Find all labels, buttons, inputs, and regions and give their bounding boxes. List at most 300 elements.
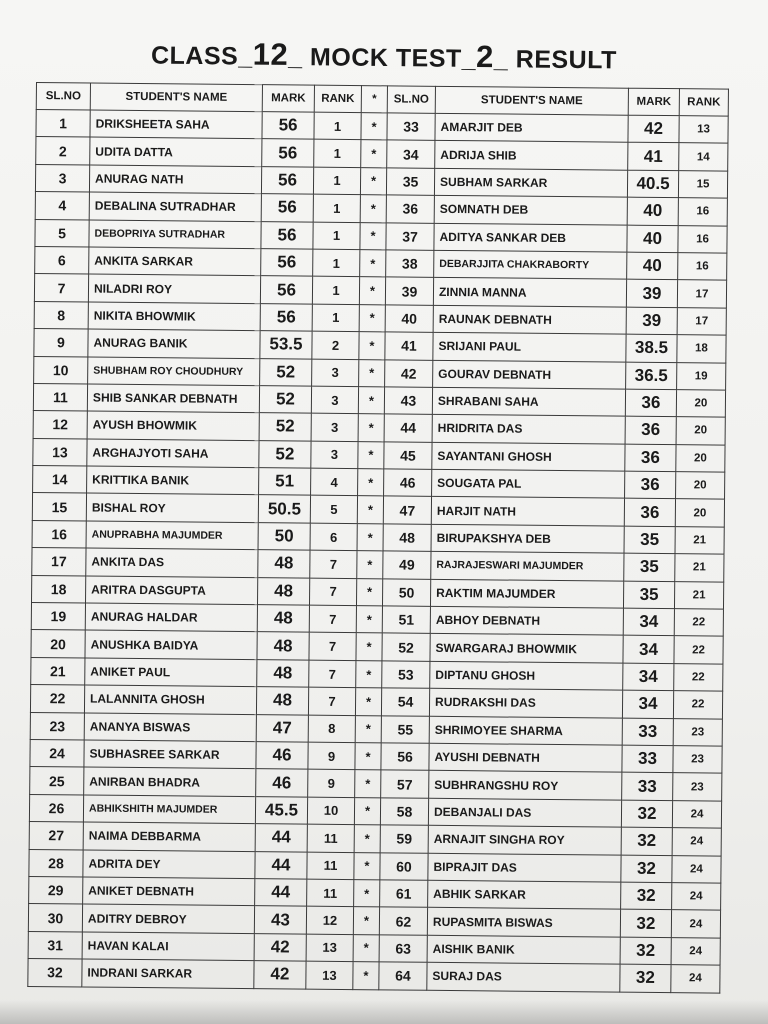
row-rank-right: 13: [679, 116, 728, 144]
row-slno-left: 26: [29, 794, 83, 822]
row-name-right: DEBANJALI DAS: [428, 798, 621, 827]
row-separator: *: [360, 250, 386, 278]
row-rank-left: 1: [314, 112, 361, 140]
row-slno-right: 41: [385, 332, 433, 360]
row-rank-left: 2: [312, 331, 359, 359]
row-slno-right: 49: [383, 551, 431, 579]
row-slno-left: 6: [35, 246, 89, 274]
row-name-left: ABHIKSHITH MAJUMDER: [83, 795, 255, 824]
row-rank-right: 20: [676, 417, 725, 445]
row-mark-left: 56: [261, 249, 313, 277]
row-name-right: AMARJIT DEB: [435, 113, 628, 142]
row-mark-right: 34: [623, 663, 674, 691]
row-slno-left: 9: [34, 329, 88, 357]
row-mark-left: 44: [255, 879, 307, 907]
row-name-right: SRIJANI PAUL: [433, 332, 626, 361]
row-name-right: HARJIT NATH: [431, 497, 624, 526]
row-mark-right: 41: [628, 143, 679, 171]
row-mark-right: 36: [625, 389, 676, 417]
row-name-right: SOUGATA PAL: [432, 469, 625, 498]
row-mark-left: 48: [257, 632, 309, 660]
row-slno-left: 18: [32, 575, 86, 603]
row-slno-right: 56: [381, 743, 429, 771]
row-rank-left: 11: [307, 824, 354, 852]
row-slno-left: 3: [35, 164, 89, 192]
row-slno-left: 31: [28, 931, 82, 959]
row-separator: *: [359, 277, 385, 305]
title-class-number: 12: [252, 36, 289, 72]
row-mark-left: 45.5: [255, 796, 307, 824]
row-slno-right: 50: [382, 578, 430, 606]
row-name-left: LALANNITA GHOSH: [84, 685, 256, 714]
result-table-wrapper: [27, 82, 729, 993]
row-name-left: SUBHASREE SARKAR: [84, 740, 256, 769]
row-rank-right: 17: [677, 307, 726, 335]
row-name-right: ARNAJIT SINGHA ROY: [428, 825, 621, 854]
row-slno-left: 13: [33, 438, 87, 466]
row-rank-left: 7: [309, 633, 356, 661]
row-separator: *: [355, 715, 381, 743]
row-name-right: HRIDRITA DAS: [432, 415, 625, 444]
row-name-left: SHUBHAM ROY CHOUDHURY: [88, 357, 260, 386]
row-mark-left: 42: [254, 961, 306, 989]
row-mark-right: 39: [626, 307, 677, 335]
row-mark-left: 56: [261, 194, 313, 222]
row-rank-left: 13: [306, 934, 353, 962]
row-slno-left: 11: [33, 383, 87, 411]
row-rank-right: 22: [674, 609, 723, 637]
row-mark-left: 48: [256, 687, 308, 715]
row-mark-left: 52: [259, 386, 311, 414]
row-rank-right: 18: [677, 335, 726, 363]
row-rank-left: 11: [307, 852, 354, 880]
row-mark-right: 34: [623, 608, 674, 636]
row-rank-left: 11: [307, 879, 354, 907]
row-separator: *: [353, 907, 379, 935]
row-mark-left: 50.5: [258, 495, 310, 523]
row-slno-left: 28: [29, 849, 83, 877]
row-rank-left: 1: [312, 277, 359, 305]
row-separator: *: [360, 195, 386, 223]
row-separator: *: [353, 962, 379, 990]
row-rank-right: 17: [677, 280, 726, 308]
row-slno-left: 4: [35, 192, 89, 220]
row-name-right: AISHIK BANIK: [427, 935, 620, 964]
row-slno-right: 54: [381, 688, 429, 716]
paper-bottom-shadow: [0, 1000, 768, 1024]
row-name-left: UDITA DATTA: [90, 137, 262, 166]
row-rank-right: 14: [679, 143, 728, 171]
row-slno-left: 29: [29, 876, 83, 904]
row-slno-left: 15: [32, 493, 86, 521]
row-slno-right: 33: [387, 113, 435, 141]
row-name-left: ANKITA DAS: [86, 548, 258, 577]
row-rank-left: 5: [310, 496, 357, 524]
row-name-right: ADRIJA SHIB: [435, 141, 628, 170]
row-rank-right: 24: [671, 910, 720, 938]
row-name-right: GOURAV DEBNATH: [433, 360, 626, 389]
row-name-left: DRIKSHEETA SAHA: [90, 110, 262, 139]
row-mark-right: 40: [627, 197, 678, 225]
row-mark-left: 52: [260, 358, 312, 386]
row-mark-left: 52: [259, 413, 311, 441]
row-rank-right: 22: [674, 663, 723, 691]
row-mark-right: 32: [620, 937, 671, 965]
table-row: [28, 959, 720, 993]
row-slno-left: 27: [29, 822, 83, 850]
row-mark-left: 48: [258, 550, 310, 578]
row-name-left: NILADRI ROY: [88, 274, 260, 303]
row-name-left: ARITRA DASGUPTA: [86, 576, 258, 605]
row-slno-left: 10: [34, 356, 88, 384]
row-rank-left: 9: [308, 770, 355, 798]
row-rank-left: 9: [308, 742, 355, 770]
row-slno-right: 64: [379, 962, 427, 990]
title-part-1: CLASS_: [150, 41, 253, 71]
row-rank-left: 3: [311, 441, 358, 469]
row-mark-right: 40.5: [627, 170, 678, 198]
row-mark-right: 39: [626, 280, 677, 308]
row-separator: *: [360, 222, 386, 250]
row-name-right: SOMNATH DEB: [434, 196, 627, 225]
row-slno-right: 55: [381, 715, 429, 743]
row-rank-left: 13: [306, 961, 353, 989]
row-slno-left: 25: [30, 767, 84, 795]
row-rank-left: 7: [308, 687, 355, 715]
row-name-right: RUPASMITA BISWAS: [427, 908, 620, 937]
row-mark-right: 35: [624, 553, 675, 581]
row-slno-left: 8: [34, 301, 88, 329]
row-name-left: ANURAG BANIK: [88, 329, 260, 358]
row-mark-right: 38.5: [626, 334, 677, 362]
row-mark-left: 44: [255, 851, 307, 879]
row-mark-left: 47: [256, 714, 308, 742]
row-slno-left: 30: [28, 904, 82, 932]
row-slno-right: 35: [386, 168, 434, 196]
row-separator: *: [356, 633, 382, 661]
row-name-left: ANIKET PAUL: [85, 658, 257, 687]
row-slno-left: 14: [33, 466, 87, 494]
row-separator: *: [353, 934, 379, 962]
row-slno-right: 48: [383, 524, 431, 552]
row-slno-right: 45: [384, 442, 432, 470]
table-body: [28, 110, 728, 993]
row-slno-right: 36: [386, 195, 434, 223]
row-mark-right: 36: [625, 471, 676, 499]
row-rank-right: 15: [678, 170, 727, 198]
row-name-right: ZINNIA MANNA: [433, 278, 626, 307]
row-rank-right: 16: [678, 225, 727, 253]
row-name-left: INDRANI SARKAR: [82, 959, 254, 988]
row-mark-left: 48: [257, 659, 309, 687]
row-slno-left: 24: [30, 739, 84, 767]
row-separator: *: [356, 660, 382, 688]
row-rank-left: 1: [313, 194, 360, 222]
row-name-left: ANIRBAN BHADRA: [84, 767, 256, 796]
row-slno-right: 37: [386, 222, 434, 250]
row-slno-right: 34: [387, 140, 435, 168]
row-slno-left: 12: [33, 411, 87, 439]
row-mark-right: 36: [624, 499, 675, 527]
row-slno-right: 46: [384, 469, 432, 497]
row-rank-right: 20: [676, 472, 725, 500]
row-mark-right: 34: [623, 636, 674, 664]
row-slno-right: 62: [379, 907, 427, 935]
header-name-right: STUDENT'S NAME: [435, 86, 628, 115]
row-name-right: RAUNAK DEBNATH: [433, 305, 626, 334]
row-mark-left: 52: [259, 440, 311, 468]
row-rank-right: 20: [675, 499, 724, 527]
row-name-right: DEBARJJITA CHAKRABORTY: [434, 250, 627, 279]
row-mark-left: 43: [254, 906, 306, 934]
row-mark-right: 40: [627, 225, 678, 253]
row-slno-right: 47: [383, 496, 431, 524]
row-mark-right: 32: [621, 882, 672, 910]
row-mark-left: 48: [257, 605, 309, 633]
row-name-left: KRITTIKA BANIK: [87, 466, 259, 495]
row-separator: *: [355, 688, 381, 716]
title-part-2: _ MOCK TEST_: [288, 42, 477, 73]
row-separator: *: [357, 523, 383, 551]
row-rank-right: 24: [671, 937, 720, 965]
row-slno-right: 44: [384, 414, 432, 442]
row-slno-right: 39: [385, 277, 433, 305]
header-rank-right: RANK: [679, 89, 728, 116]
row-name-right: RAKTIM MAJUMDER: [430, 579, 623, 608]
row-name-left: ANANYA BISWAS: [84, 713, 256, 742]
row-separator: *: [355, 743, 381, 771]
row-rank-left: 6: [310, 523, 357, 551]
row-name-right: SUBHAM SARKAR: [434, 168, 627, 197]
row-rank-left: 10: [307, 797, 354, 825]
row-name-right: RUDRAKSHI DAS: [429, 689, 622, 718]
page-title: [0, 34, 768, 78]
row-rank-left: 7: [310, 550, 357, 578]
row-mark-left: 51: [259, 468, 311, 496]
row-rank-left: 3: [312, 359, 359, 387]
row-rank-left: 1: [314, 140, 361, 168]
row-rank-right: 22: [673, 691, 722, 719]
row-separator: *: [358, 387, 384, 415]
row-mark-left: 50: [258, 523, 310, 551]
row-name-right: ADITYA SANKAR DEB: [434, 223, 627, 252]
row-slno-left: 2: [36, 137, 90, 165]
row-rank-left: 7: [309, 660, 356, 688]
row-name-right: ABHOY DEBNATH: [430, 606, 623, 635]
row-rank-right: 24: [672, 855, 721, 883]
row-slno-right: 60: [380, 852, 428, 880]
row-separator: *: [359, 359, 385, 387]
row-mark-left: 56: [261, 166, 313, 194]
header-mark-left: MARK: [262, 85, 314, 112]
row-rank-left: 4: [311, 468, 358, 496]
row-mark-left: 56: [262, 139, 314, 167]
row-mark-left: 56: [261, 221, 313, 249]
row-separator: *: [354, 797, 380, 825]
row-rank-left: 12: [306, 906, 353, 934]
row-slno-right: 58: [380, 798, 428, 826]
row-name-left: NAIMA DEBBARMA: [83, 822, 255, 851]
row-rank-right: 23: [673, 718, 722, 746]
row-rank-right: 22: [674, 636, 723, 664]
title-part-3: _ RESULT: [493, 45, 618, 75]
header-slno-left: SL.NO: [36, 83, 90, 111]
row-rank-right: 21: [675, 527, 724, 555]
row-name-right: DIPTANU GHOSH: [430, 661, 623, 690]
row-name-left: ANUPRABHA MAJUMDER: [86, 521, 258, 550]
row-name-left: DEBALINA SUTRADHAR: [89, 192, 261, 221]
row-mark-right: 32: [620, 964, 671, 992]
row-mark-right: 42: [628, 115, 679, 143]
row-slno-right: 61: [380, 880, 428, 908]
row-separator: *: [358, 469, 384, 497]
row-name-left: NIKITA BHOWMIK: [88, 302, 260, 331]
row-rank-right: 19: [677, 362, 726, 390]
row-mark-right: 36: [625, 416, 676, 444]
row-mark-right: 33: [622, 745, 673, 773]
row-separator: *: [360, 167, 386, 195]
row-mark-left: 56: [260, 276, 312, 304]
row-separator: *: [354, 825, 380, 853]
row-slno-left: 5: [35, 219, 89, 247]
row-rank-left: 7: [309, 578, 356, 606]
row-name-left: ARGHAJYOTI SAHA: [87, 439, 259, 468]
header-mark-right: MARK: [628, 88, 679, 115]
row-mark-right: 32: [621, 800, 672, 828]
row-mark-left: 48: [257, 577, 309, 605]
row-name-left: ANURAG NATH: [89, 165, 261, 194]
row-mark-right: 32: [621, 827, 672, 855]
result-table: [27, 82, 729, 993]
row-rank-right: 21: [674, 581, 723, 609]
row-rank-right: 20: [676, 444, 725, 472]
row-name-right: SUBHRANGSHU ROY: [429, 771, 622, 800]
row-slno-right: 42: [385, 359, 433, 387]
row-rank-left: 8: [308, 715, 355, 743]
row-name-left: SHIB SANKAR DEBNATH: [87, 384, 259, 413]
row-mark-left: 56: [260, 303, 312, 331]
row-rank-left: 7: [309, 605, 356, 633]
row-separator: *: [357, 551, 383, 579]
row-slno-right: 53: [382, 661, 430, 689]
row-rank-right: 24: [672, 883, 721, 911]
row-name-right: AYUSHI DEBNATH: [429, 743, 622, 772]
row-separator: *: [358, 414, 384, 442]
row-rank-right: 24: [672, 828, 721, 856]
row-slno-left: 1: [36, 110, 90, 138]
row-slno-left: 23: [30, 712, 84, 740]
row-slno-right: 43: [384, 387, 432, 415]
row-separator: *: [359, 304, 385, 332]
row-rank-left: 1: [313, 222, 360, 250]
row-slno-left: 7: [34, 274, 88, 302]
row-mark-right: 36: [625, 444, 676, 472]
row-slno-right: 38: [386, 250, 434, 278]
row-mark-right: 32: [621, 855, 672, 883]
row-name-left: ADITRY DEBROY: [82, 904, 254, 933]
row-mark-left: 46: [256, 769, 308, 797]
row-rank-right: 24: [672, 800, 721, 828]
row-rank-right: 20: [676, 390, 725, 418]
row-rank-left: 1: [312, 304, 359, 332]
row-separator: *: [359, 332, 385, 360]
row-name-right: SAYANTANI GHOSH: [432, 442, 625, 471]
row-mark-right: 33: [622, 718, 673, 746]
row-separator: *: [355, 770, 381, 798]
row-slno-left: 20: [31, 630, 85, 658]
row-mark-left: 46: [256, 742, 308, 770]
row-name-right: RAJRAJESWARI MAJUMDER: [431, 552, 624, 581]
row-separator: *: [361, 113, 387, 141]
row-mark-right: 35: [624, 526, 675, 554]
row-slno-right: 40: [385, 305, 433, 333]
row-rank-left: 1: [313, 249, 360, 277]
row-name-right: BIRUPAKSHYA DEB: [431, 524, 624, 553]
row-slno-left: 22: [30, 685, 84, 713]
row-separator: *: [357, 496, 383, 524]
row-rank-right: 23: [673, 746, 722, 774]
row-mark-right: 36.5: [626, 362, 677, 390]
row-slno-right: 59: [380, 825, 428, 853]
row-name-right: SURAJ DAS: [427, 962, 620, 991]
row-slno-left: 32: [28, 959, 82, 987]
row-slno-right: 63: [379, 935, 427, 963]
row-mark-right: 34: [622, 690, 673, 718]
row-mark-right: 33: [622, 773, 673, 801]
row-separator: *: [358, 441, 384, 469]
row-rank-right: 24: [671, 965, 720, 993]
row-name-left: ANIKET DEBNATH: [83, 877, 255, 906]
row-separator: *: [354, 880, 380, 908]
row-name-left: BISHAL ROY: [86, 493, 258, 522]
row-separator: *: [361, 140, 387, 168]
row-name-right: BIPRAJIT DAS: [428, 853, 621, 882]
row-separator: *: [356, 578, 382, 606]
row-name-left: ADRITA DEY: [83, 850, 255, 879]
row-name-left: ANURAG HALDAR: [85, 603, 257, 632]
row-name-right: ABHIK SARKAR: [428, 880, 621, 909]
row-mark-left: 53.5: [260, 331, 312, 359]
row-slno-left: 16: [32, 520, 86, 548]
row-separator: *: [356, 606, 382, 634]
row-name-left: ANUSHKA BAIDYA: [85, 630, 257, 659]
row-mark-right: 32: [620, 909, 671, 937]
title-test-number: 2: [475, 38, 495, 75]
row-rank-left: 3: [311, 413, 358, 441]
row-name-left: HAVAN KALAI: [82, 932, 254, 961]
row-name-left: AYUSH BHOWMIK: [87, 411, 259, 440]
row-mark-left: 42: [254, 933, 306, 961]
row-name-left: DEBOPRIYA SUTRADHAR: [89, 220, 261, 249]
row-name-right: SWARGARAJ BHOWMIK: [430, 634, 623, 663]
row-slno-left: 21: [31, 657, 85, 685]
row-mark-right: 40: [627, 252, 678, 280]
row-rank-left: 3: [311, 386, 358, 414]
row-rank-left: 1: [313, 167, 360, 195]
header-name-left: STUDENT'S NAME: [90, 83, 262, 112]
row-mark-right: 35: [623, 581, 674, 609]
row-mark-left: 56: [262, 112, 314, 140]
row-slno-left: 17: [32, 548, 86, 576]
row-name-left: ANKITA SARKAR: [89, 247, 261, 276]
header-slno-right: SL.NO: [387, 86, 435, 113]
row-slno-right: 57: [381, 770, 429, 798]
row-rank-right: 16: [678, 198, 727, 226]
header-rank-left: RANK: [314, 85, 361, 112]
header-separator: *: [361, 86, 387, 113]
row-slno-right: 52: [382, 633, 430, 661]
row-rank-right: 21: [675, 554, 724, 582]
